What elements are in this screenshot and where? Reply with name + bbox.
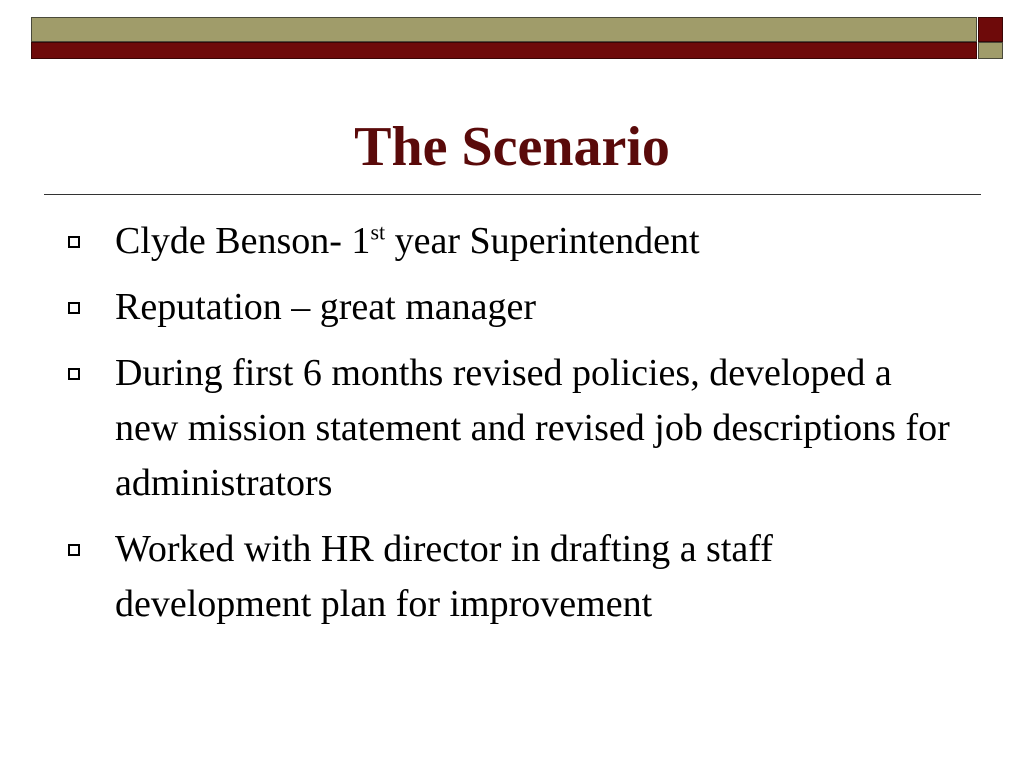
bullet-item bbox=[60, 214, 960, 269]
bullet-text: Reputation – great manager bbox=[115, 286, 537, 328]
bullet-item bbox=[60, 280, 960, 335]
bullet-item bbox=[60, 522, 960, 632]
bullet-text: During first 6 months revised policies, developed a new mission statement and revised job descriptions for administrators bbox=[115, 352, 950, 504]
bullet-text: Worked with HR director in drafting a staff development plan for improvement bbox=[115, 528, 773, 625]
header-square-olive bbox=[978, 42, 1003, 59]
hollow-square-icon bbox=[68, 368, 80, 380]
title-divider bbox=[44, 194, 981, 195]
hollow-square-icon bbox=[68, 302, 80, 314]
bullet-list bbox=[60, 214, 960, 643]
header-band-red bbox=[31, 42, 977, 59]
slide-title: The Scenario bbox=[354, 116, 670, 178]
header-band-olive bbox=[31, 17, 977, 42]
hollow-square-icon bbox=[68, 544, 80, 556]
hollow-square-icon bbox=[68, 236, 80, 248]
bullet-text: Clyde Benson- 1st year Superintendent bbox=[115, 219, 700, 262]
bullet-item bbox=[60, 346, 960, 511]
header-square-red bbox=[978, 17, 1003, 42]
